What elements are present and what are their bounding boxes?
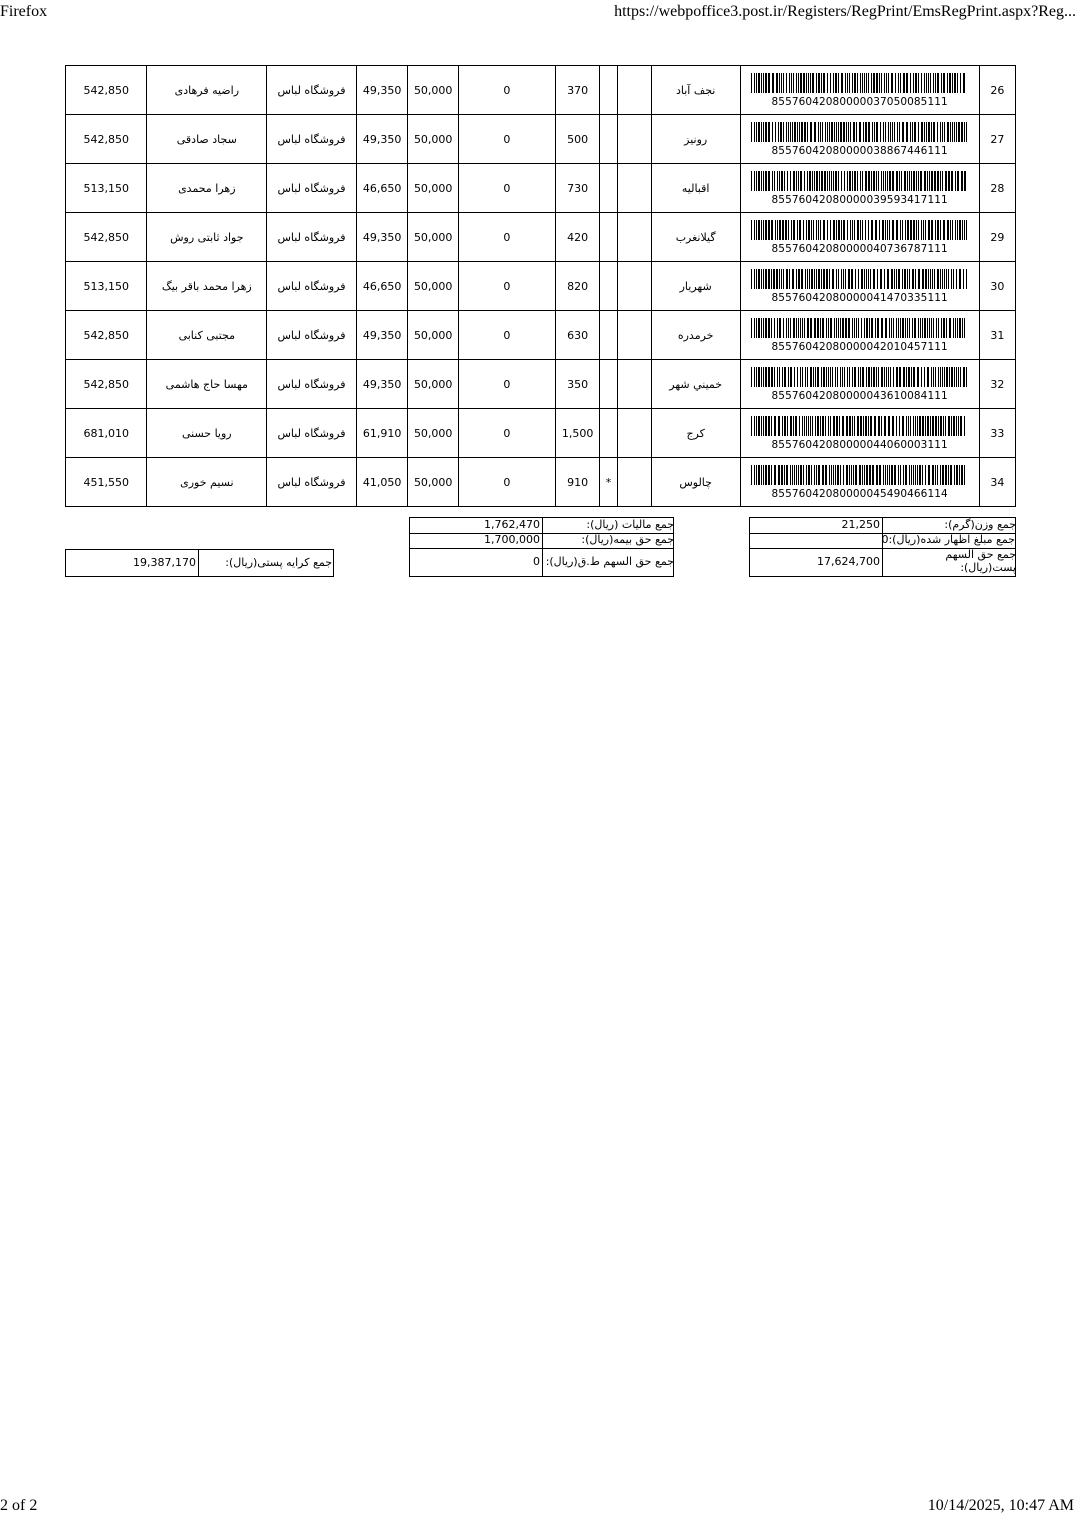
empty-cell	[617, 360, 651, 409]
browser-app-name: Firefox	[0, 3, 48, 20]
total-cell: 542,850	[66, 311, 147, 360]
destination-city-cell: خرمدره	[651, 311, 740, 360]
total-cell: 451,550	[66, 458, 147, 507]
barcode-graphic	[751, 318, 969, 338]
table-row	[66, 458, 1016, 507]
recipient-name-cell: مهسا حاج هاشمی	[147, 360, 267, 409]
total-postage-value: 19,387,170	[133, 556, 196, 569]
barcode-graphic	[751, 122, 969, 142]
declared-value-cell: 0	[458, 409, 555, 458]
insurance-cell: 50,000	[408, 213, 459, 262]
destination-city-cell: چالوس	[651, 458, 740, 507]
row-index-cell: 33	[979, 409, 1015, 458]
sender-store-cell: فروشگاه لباس	[267, 458, 357, 507]
table-row	[66, 66, 1016, 115]
registration-table	[65, 65, 1016, 507]
weight-cell: 630	[555, 311, 599, 360]
total-post-share-label	[884, 548, 1016, 574]
insurance-cell: 50,000	[408, 360, 459, 409]
declared-value-cell: 0	[458, 360, 555, 409]
total-cell: 542,850	[66, 115, 147, 164]
total-share-tq-label: جمع حق السهم ط.ق(ریال):	[545, 555, 674, 568]
weight-cell: 500	[555, 115, 599, 164]
postage-fee-cell: 49,350	[356, 66, 408, 115]
table-row	[66, 311, 1016, 360]
total-post-share-value: 17,624,700	[817, 555, 880, 568]
total-share-tq-value: 0	[533, 555, 540, 568]
row-index-cell: 26	[979, 66, 1015, 115]
print-datetime: 10/14/2025, 10:47 AM	[927, 1497, 1074, 1514]
row-index-cell: 27	[979, 115, 1015, 164]
barcode-number: 85576042080000041470335111	[771, 291, 948, 304]
table-row	[66, 115, 1016, 164]
barcode-cell	[740, 458, 979, 507]
empty-cell	[617, 458, 651, 507]
barcode-cell	[740, 311, 979, 360]
barcode-number: 85576042080000040736787111	[771, 242, 948, 255]
sender-store-cell: فروشگاه لباس	[267, 262, 357, 311]
mark-cell: *	[600, 458, 618, 507]
mark-cell	[600, 213, 618, 262]
destination-city-cell: کرج	[651, 409, 740, 458]
total-insurance-label: جمع حق بیمه(ریال):	[581, 533, 674, 546]
recipient-name-cell: زهرا محمد باقر بیگ	[147, 262, 267, 311]
weight-cell: 820	[555, 262, 599, 311]
barcode-graphic	[751, 220, 969, 240]
recipient-name-cell: مجتبی کنابی	[147, 311, 267, 360]
weight-cell: 1,500	[555, 409, 599, 458]
barcode-cell	[740, 409, 979, 458]
barcode-graphic	[751, 416, 969, 436]
sender-store-cell: فروشگاه لباس	[267, 66, 357, 115]
empty-cell	[617, 115, 651, 164]
mark-cell	[600, 262, 618, 311]
barcode-graphic	[751, 465, 969, 485]
postage-summary-box	[65, 549, 334, 577]
total-declared-row	[750, 533, 1015, 547]
table-row	[66, 360, 1016, 409]
table-row	[66, 213, 1016, 262]
row-index-cell: 32	[979, 360, 1015, 409]
destination-city-cell: رونیز	[651, 115, 740, 164]
total-cell: 513,150	[66, 164, 147, 213]
sender-store-cell: فروشگاه لباس	[267, 213, 357, 262]
postage-fee-cell: 49,350	[356, 115, 408, 164]
barcode-graphic	[751, 367, 969, 387]
total-declared-value: 0	[881, 533, 889, 546]
mark-cell	[600, 66, 618, 115]
tax-summary-box	[409, 517, 674, 577]
insurance-cell: 50,000	[408, 164, 459, 213]
barcode-graphic	[751, 171, 969, 191]
total-post-share-label-line2: پست(ریال):	[960, 561, 1016, 574]
page-url: https://webpoffice3.post.ir/Registers/RegPrint/EmsRegPrint.aspx?Reg...	[614, 3, 1076, 20]
barcode-number: 85576042080000044060003111	[771, 438, 948, 451]
recipient-name-cell: راضیه فرهادی	[147, 66, 267, 115]
postage-fee-cell: 41,050	[356, 458, 408, 507]
total-postage-label: جمع کرایه پستی(ریال):	[225, 556, 332, 569]
weight-cell: 370	[555, 66, 599, 115]
barcode-number: 85576042080000045490466114	[771, 487, 948, 500]
weight-cell: 730	[555, 164, 599, 213]
declared-value-cell: 0	[458, 262, 555, 311]
table-row	[66, 164, 1016, 213]
insurance-cell: 50,000	[408, 458, 459, 507]
barcode-cell	[740, 262, 979, 311]
declared-value-cell: 0	[458, 66, 555, 115]
recipient-name-cell: سجاد صادقی	[147, 115, 267, 164]
row-index-cell: 30	[979, 262, 1015, 311]
total-cell: 542,850	[66, 66, 147, 115]
empty-cell	[617, 164, 651, 213]
sender-store-cell: فروشگاه لباس	[267, 409, 357, 458]
declared-value-cell: 0	[458, 311, 555, 360]
total-tax-value: 1,762,470	[484, 518, 540, 531]
barcode-cell	[740, 360, 979, 409]
mark-cell	[600, 311, 618, 360]
empty-cell	[617, 66, 651, 115]
table-row	[66, 409, 1016, 458]
total-cell: 542,850	[66, 360, 147, 409]
barcode-graphic	[751, 73, 969, 93]
barcode-number: 85576042080000039593417111	[771, 193, 948, 206]
total-cell: 542,850	[66, 213, 147, 262]
total-tax-label: جمع مالیات (ریال):	[586, 518, 674, 531]
empty-cell	[617, 311, 651, 360]
total-declared-label: جمع مبلغ اظهار شده(ریال):	[888, 533, 1015, 546]
barcode-number: 85576042080000043610084111	[771, 389, 948, 402]
postage-fee-cell: 49,350	[356, 311, 408, 360]
postage-fee-cell: 49,350	[356, 213, 408, 262]
weight-summary-box	[749, 517, 1016, 577]
declared-value-cell: 0	[458, 458, 555, 507]
insurance-cell: 50,000	[408, 409, 459, 458]
empty-cell	[617, 262, 651, 311]
declared-value-cell: 0	[458, 115, 555, 164]
row-index-cell: 31	[979, 311, 1015, 360]
insurance-cell: 50,000	[408, 115, 459, 164]
sender-store-cell: فروشگاه لباس	[267, 164, 357, 213]
destination-city-cell: گیلانغرب	[651, 213, 740, 262]
declared-value-cell: 0	[458, 213, 555, 262]
row-index-cell: 29	[979, 213, 1015, 262]
destination-city-cell: خميني شهر	[651, 360, 740, 409]
destination-city-cell: شهریار	[651, 262, 740, 311]
mark-cell	[600, 164, 618, 213]
mark-cell	[600, 115, 618, 164]
insurance-cell: 50,000	[408, 66, 459, 115]
postage-fee-cell: 61,910	[356, 409, 408, 458]
total-weight-label: جمع وزن(گرم):	[944, 518, 1016, 531]
declared-value-cell: 0	[458, 164, 555, 213]
empty-cell	[617, 213, 651, 262]
total-insurance-value: 1,700,000	[484, 533, 540, 546]
barcode-cell	[740, 164, 979, 213]
barcode-cell	[740, 213, 979, 262]
insurance-cell: 50,000	[408, 311, 459, 360]
insurance-cell: 50,000	[408, 262, 459, 311]
sender-store-cell: فروشگاه لباس	[267, 360, 357, 409]
barcode-cell	[740, 66, 979, 115]
total-cell: 513,150	[66, 262, 147, 311]
barcode-cell	[740, 115, 979, 164]
weight-cell: 420	[555, 213, 599, 262]
destination-city-cell: اقبالیه	[651, 164, 740, 213]
postage-fee-cell: 46,650	[356, 164, 408, 213]
mark-cell	[600, 360, 618, 409]
recipient-name-cell: جواد ثابتی روش	[147, 213, 267, 262]
barcode-graphic	[751, 269, 969, 289]
recipient-name-cell: نسیم خوری	[147, 458, 267, 507]
recipient-name-cell: زهرا محمدی	[147, 164, 267, 213]
mark-cell	[600, 409, 618, 458]
total-post-share-label-line1: جمع حق السهم	[945, 548, 1016, 561]
row-index-cell: 34	[979, 458, 1015, 507]
barcode-number: 85576042080000037050085111	[771, 95, 948, 108]
postage-fee-cell: 46,650	[356, 262, 408, 311]
destination-city-cell: نجف آباد	[651, 66, 740, 115]
weight-cell: 910	[555, 458, 599, 507]
sender-store-cell: فروشگاه لباس	[267, 115, 357, 164]
barcode-number: 85576042080000038867446111	[771, 144, 948, 157]
barcode-number: 85576042080000042010457111	[771, 340, 948, 353]
postage-fee-cell: 49,350	[356, 360, 408, 409]
weight-cell: 350	[555, 360, 599, 409]
sender-store-cell: فروشگاه لباس	[267, 311, 357, 360]
page-indicator: 2 of 2	[0, 1497, 38, 1514]
row-index-cell: 28	[979, 164, 1015, 213]
total-weight-value: 21,250	[841, 518, 880, 531]
total-cell: 681,010	[66, 409, 147, 458]
empty-cell	[617, 409, 651, 458]
table-row	[66, 262, 1016, 311]
recipient-name-cell: رویا حسنی	[147, 409, 267, 458]
